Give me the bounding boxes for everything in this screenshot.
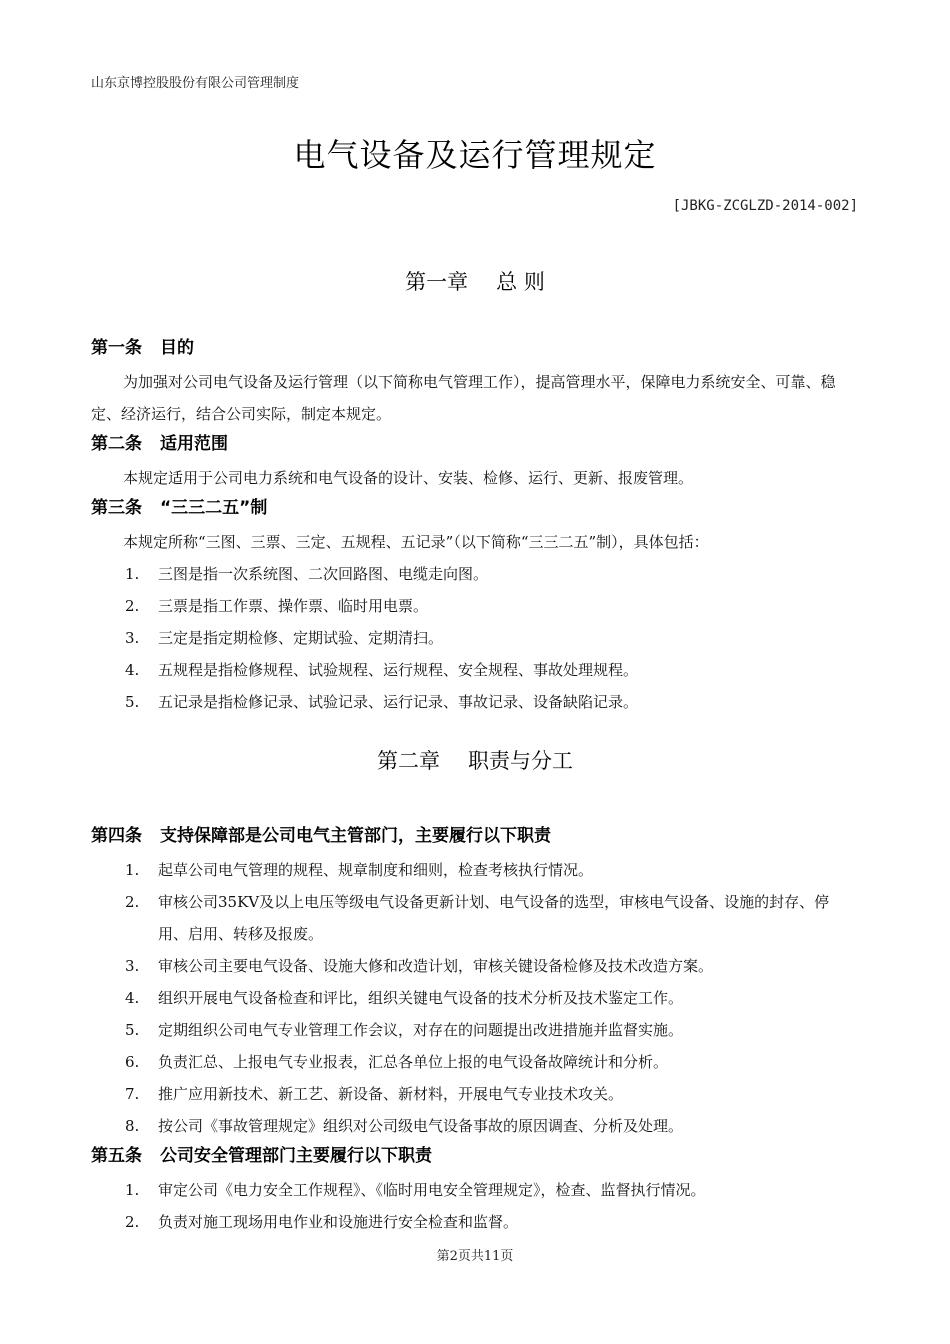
list-item <box>125 982 855 1014</box>
list-item-text: 五记录是指检修记录、试验记录、运行记录、事故记录、设备缺陷记录。 <box>158 693 639 711</box>
list-item-number: 6. <box>125 1053 140 1071</box>
article-3-text: 本规定所称“三图、三票、三定、五规程、五记录”（以下简称“三三二五”制），具体包括： <box>123 533 709 551</box>
list-item-text: 按公司《事故管理规定》组织对公司级电气设备事故的原因调查、分析及处理。 <box>158 1117 684 1135</box>
list-item-text: 三定是指定期检修、定期试验、定期清扫。 <box>158 629 444 647</box>
list-item-number: 2. <box>125 1213 140 1231</box>
list-item-text: 审核公司35KV及以上电压等级电气设备更新计划、电气设备的选型，审核电气设备、设施的封存、停用、启用、转移及报废。 <box>158 893 830 943</box>
document-title: 电气设备及运行管理规定 <box>293 136 657 174</box>
list-item-text: 三票是指工作票、操作票、临时用电票。 <box>158 597 429 615</box>
list-item-text: 三图是指一次系统图、二次回路图、电缆走向图。 <box>158 565 489 583</box>
list-item-number: 7. <box>125 1085 140 1103</box>
list-item <box>125 1206 855 1238</box>
list-item-number: 5. <box>125 1021 140 1039</box>
list-item <box>125 654 855 686</box>
article-2-text: 本规定适用于公司电力系统和电气设备的设计、安装、检修、运行、更新、报废管理。 <box>123 469 694 487</box>
chapter-name: 职责与分工 <box>468 749 573 773</box>
article-number: 第二条 <box>91 434 142 454</box>
list-item-number: 4. <box>125 661 140 679</box>
chapter-number: 第一章 <box>405 270 469 294</box>
list-item <box>125 1110 855 1142</box>
article-1-heading <box>91 333 194 358</box>
list-item-text: 审定公司《电力安全工作规程》、《临时用电安全管理规定》，检查、监督执行情况。 <box>158 1181 706 1199</box>
article-number: 第一条 <box>91 338 142 358</box>
list-item-text: 组织开展电气设备检查和评比，组织关键电气设备的技术分析及技术鉴定工作。 <box>158 989 684 1007</box>
list-item-number: 3. <box>125 629 140 647</box>
list-item-number: 3. <box>125 957 140 975</box>
list-item <box>125 1174 855 1206</box>
list-item <box>125 558 855 590</box>
list-item <box>125 622 855 654</box>
list-item-number: 2. <box>125 893 140 911</box>
list-item-number: 1. <box>125 565 140 583</box>
list-item-text: 推广应用新技术、新工艺、新设备、新材料，开展电气专业技术攻关。 <box>158 1085 624 1103</box>
list-item-text: 负责汇总、上报电气专业报表，汇总各单位上报的电气设备故障统计和分析。 <box>158 1053 669 1071</box>
list-item <box>125 590 855 622</box>
article-1-text: 为加强对公司电气设备及运行管理（以下简称电气管理工作），提高管理水平，保障电力系统安全、可靠、稳定、经济运行，结合公司实际，制定本规定。 <box>91 373 836 423</box>
article-name: “三三二五”制 <box>160 498 268 518</box>
list-item-number: 1. <box>125 861 140 879</box>
article-name: 适用范围 <box>160 434 228 454</box>
article-5-heading <box>91 1141 432 1166</box>
article-number: 第五条 <box>91 1146 142 1166</box>
list-item-text: 审核公司主要电气设备、设施大修和改造计划，审核关键设备检修及技术改造方案。 <box>158 957 714 975</box>
article-3-heading <box>91 493 267 518</box>
article-2-heading <box>91 429 228 454</box>
list-item-number: 8. <box>125 1117 140 1135</box>
chapter-number: 第二章 <box>377 749 440 773</box>
list-item-text: 起草公司电气管理的规程、规章制度和细则，检查考核执行情况。 <box>158 861 594 879</box>
list-item-number: 4. <box>125 989 140 1007</box>
page-header: 山东京博控股股份有限公司管理制度 <box>91 76 300 91</box>
list-item <box>125 950 855 982</box>
list-item <box>125 1078 855 1110</box>
list-item <box>125 1046 855 1078</box>
chapter-1-heading <box>0 266 950 296</box>
article-number: 第四条 <box>91 826 142 846</box>
article-name: 目的 <box>160 338 194 358</box>
list-item-number: 2. <box>125 597 140 615</box>
list-item-text: 五规程是指检修规程、试验规程、运行规程、安全规程、事故处理规程。 <box>158 661 639 679</box>
chapter-2-heading <box>0 745 950 775</box>
list-item-number: 5. <box>125 693 140 711</box>
list-item <box>125 1014 855 1046</box>
document-code: [JBKG-ZCGLZD-2014-002] <box>672 198 858 214</box>
page-number: 第2页共11页 <box>436 1249 514 1264</box>
article-name: 支持保障部是公司电气主管部门，主要履行以下职责 <box>160 826 551 846</box>
list-item <box>125 886 855 950</box>
article-number: 第三条 <box>91 498 142 518</box>
article-name: 公司安全管理部门主要履行以下职责 <box>160 1146 432 1166</box>
article-4-heading <box>91 821 551 846</box>
chapter-name: 总 则 <box>496 270 545 294</box>
list-item <box>125 686 855 718</box>
list-item-number: 1. <box>125 1181 140 1199</box>
list-item <box>125 854 855 886</box>
list-item-text: 负责对施工现场用电作业和设施进行安全检查和监督。 <box>158 1213 519 1231</box>
list-item-text: 定期组织公司电气专业管理工作会议，对存在的问题提出改进措施并监督实施。 <box>158 1021 684 1039</box>
